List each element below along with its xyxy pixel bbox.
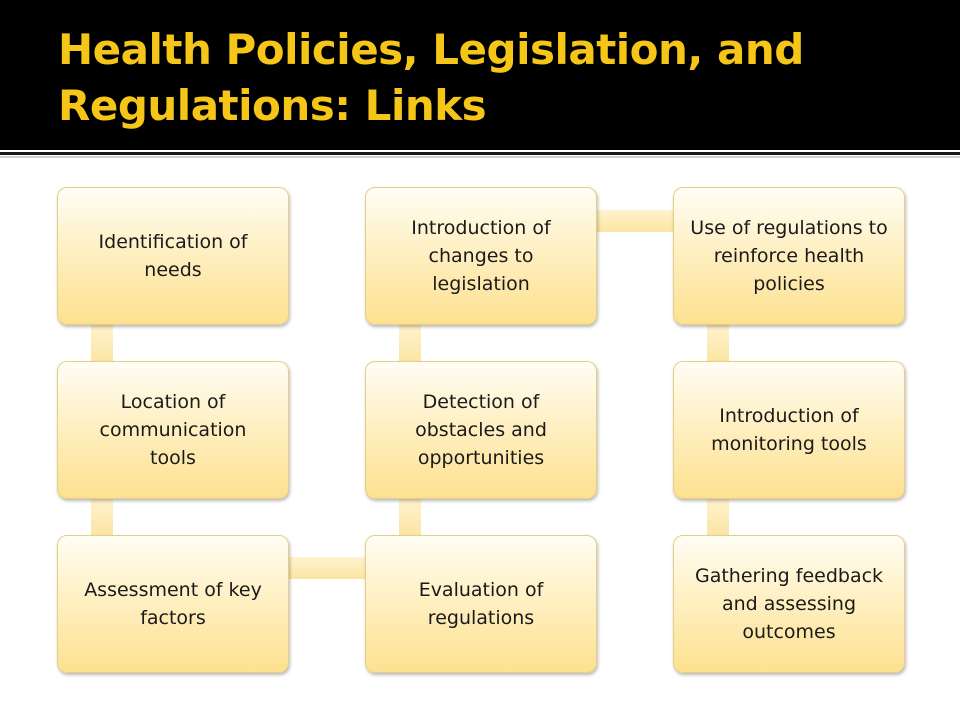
step-box-introduction-of-changes xyxy=(365,187,597,325)
step-box-assessment-of-key-factors xyxy=(57,535,289,673)
connector-1-2 xyxy=(91,323,113,363)
step-label: Use of regulations to reinforce health policies xyxy=(690,217,888,295)
connector-8-9 xyxy=(707,497,729,537)
step-box-evaluation-of-regulations xyxy=(365,535,597,673)
connector-5-6 xyxy=(399,323,421,363)
connector-2-3 xyxy=(91,497,113,537)
step-label: Gathering feedback and assessing outcomes xyxy=(694,565,884,643)
step-box-gathering-feedback xyxy=(673,535,905,673)
connector-6-7 xyxy=(595,210,675,232)
connector-7-8 xyxy=(707,323,729,363)
step-box-location-of-communication-tools xyxy=(57,361,289,499)
step-label: Location of communication tools xyxy=(99,391,247,469)
step-label: Assessment of key factors xyxy=(84,579,262,629)
step-label: Detection of obstacles and opportunities xyxy=(415,391,547,469)
step-label: Introduction of monitoring tools xyxy=(711,405,867,455)
step-label: Introduction of changes to legislation xyxy=(411,217,551,295)
connector-3-4 xyxy=(287,557,367,579)
connector-4-5 xyxy=(399,497,421,537)
step-label: Identification of needs xyxy=(98,231,248,281)
step-box-introduction-of-monitoring-tools xyxy=(673,361,905,499)
slide-title: Health Policies, Legislation, and Regulations: Links xyxy=(58,25,804,130)
step-box-use-of-regulations xyxy=(673,187,905,325)
step-box-identification-of-needs xyxy=(57,187,289,325)
step-label: Evaluation of regulations xyxy=(418,579,544,629)
step-box-detection-of-obstacles xyxy=(365,361,597,499)
